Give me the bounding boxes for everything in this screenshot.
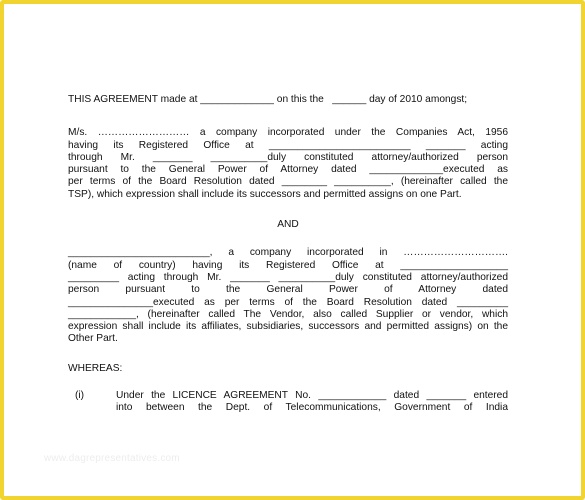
spacer	[68, 346, 508, 363]
party-one-line: TSP), which expression shall include its successors and permitted assigns on one Part.	[68, 188, 462, 200]
spacer	[68, 231, 508, 247]
party-two-line: expression shall include its affiliates, subsidiaries, successors and permitted assigns) on the	[68, 321, 508, 333]
party-one-line: pursuant to the General Power of Attorney dated _____________executed as	[68, 164, 508, 176]
clause-line: Under the LICENCE AGREEMENT No. ____________ dated _______ entered	[116, 390, 508, 402]
clause-line: into between the Dept. of Telecommunications, Government of India	[116, 402, 508, 414]
spacer	[68, 375, 508, 390]
party-two-line: ____________, (hereinafter called The Vendor, also called Supplier or vendor, which	[68, 308, 508, 320]
clause-number: (i)	[75, 390, 85, 402]
opening-line: THIS AGREEMENT made at _____________ on this the ______ day of 2010 amongst;	[68, 94, 468, 105]
spacer	[68, 106, 508, 127]
party-two-line: person pursuant to the General Power of Attorney dated	[68, 284, 508, 296]
party-two-line: _________________________, a company incorporated in ………………………….	[68, 247, 508, 259]
and-heading: AND	[277, 219, 299, 231]
agreement-page	[68, 94, 508, 415]
party-one-line: M/s. ……………………… a company incorporated under the Companies Act, 1956	[68, 127, 508, 139]
watermark-text: www.dagrepresentatives.com	[44, 453, 180, 464]
party-two-line: _______________executed as per terms of the Board Resolution dated _________	[68, 296, 508, 308]
party-two-line: _________ acting through Mr. _______ __________duly constituted attorney/authorized	[68, 271, 508, 283]
spacer	[68, 201, 508, 219]
party-one-line: per terms of the Board Resolution dated ________ __________, (hereinafter called the	[68, 176, 508, 188]
clause-i	[68, 390, 508, 415]
party-one-paragraph	[68, 127, 508, 201]
party-two-line: (name of country) having its Registered Office at ___________________	[68, 259, 508, 271]
party-two-line: Other Part.	[68, 333, 118, 345]
party-one-line: through Mr. _______ __________duly constituted attorney/authorized person	[68, 151, 508, 163]
party-one-line: having its Registered Office at _________________________ _______ acting	[68, 139, 508, 151]
party-two-paragraph	[68, 247, 508, 345]
whereas-heading: WHEREAS:	[68, 362, 123, 374]
